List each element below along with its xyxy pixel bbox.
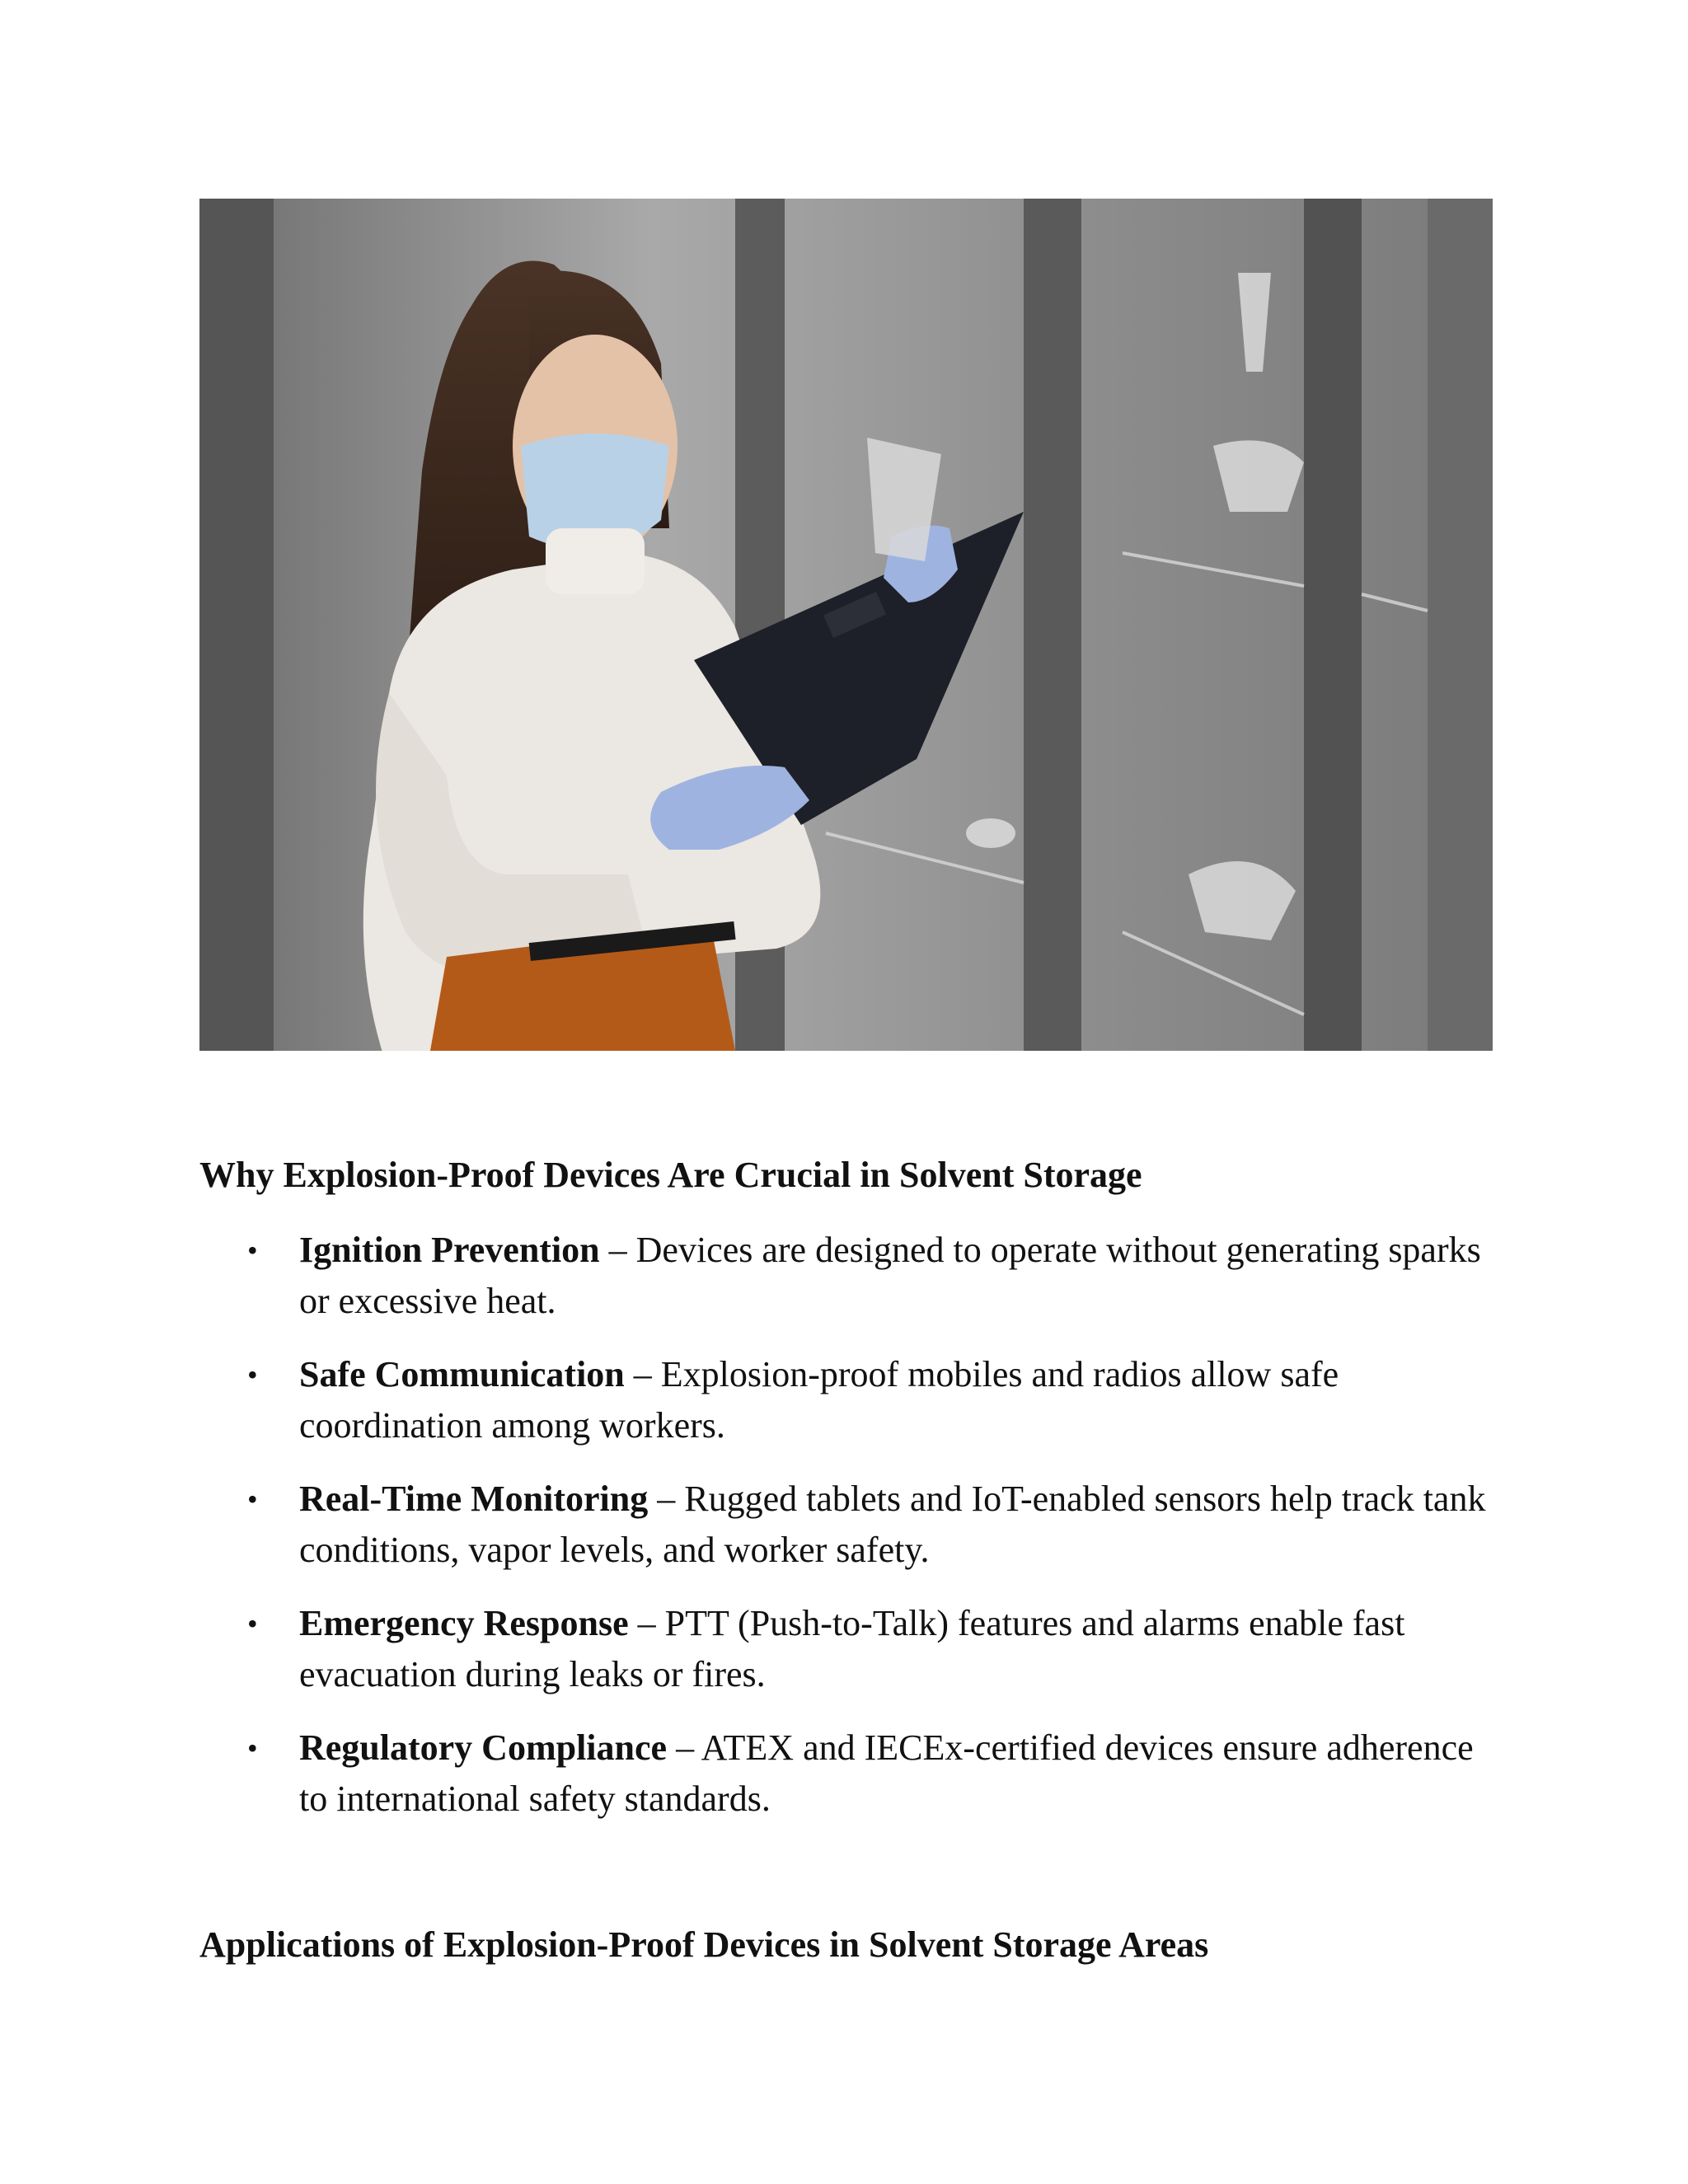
benefits-list (199, 1225, 1510, 1847)
item-text: – Explosion-proof mobiles and radios allow safe coordination among workers. (299, 1354, 1339, 1446)
item-term: Safe Communication (299, 1354, 625, 1394)
item-term: Regulatory Compliance (299, 1727, 668, 1768)
list-item (199, 1225, 1510, 1327)
item-term: Emergency Response (299, 1603, 629, 1643)
item-term: Real-Time Monitoring (299, 1479, 649, 1519)
item-term: Ignition Prevention (299, 1230, 600, 1270)
section-heading: Why Explosion-Proof Devices Are Crucial in Solvent Storage (199, 1155, 1142, 1195)
list-item (199, 1722, 1510, 1825)
bullet-icon: • (247, 1234, 258, 1267)
item-text: – PTT (Push-to-Talk) features and alarms enable fast evacuation during leaks or fires. (299, 1603, 1405, 1694)
item-text: – ATEX and IECEx-certified devices ensure adherence to international safety standards. (299, 1727, 1474, 1819)
bullet-icon: • (247, 1732, 258, 1765)
item-text: – Rugged tablets and IoT-enabled sensors help track tank conditions, vapor levels, and worker safety. (299, 1479, 1486, 1570)
list-item (199, 1474, 1510, 1576)
list-item (199, 1598, 1510, 1700)
woman-with-clipboard-photo (199, 199, 1493, 1051)
bullet-icon: • (247, 1607, 258, 1640)
list-item (199, 1349, 1510, 1451)
item-text: – Devices are designed to operate without generating sparks or excessive heat. (299, 1230, 1481, 1321)
section-heading: Applications of Explosion-Proof Devices in Solvent Storage Areas (199, 1924, 1209, 1965)
bullet-icon: • (247, 1358, 258, 1391)
bullet-icon: • (247, 1483, 258, 1516)
